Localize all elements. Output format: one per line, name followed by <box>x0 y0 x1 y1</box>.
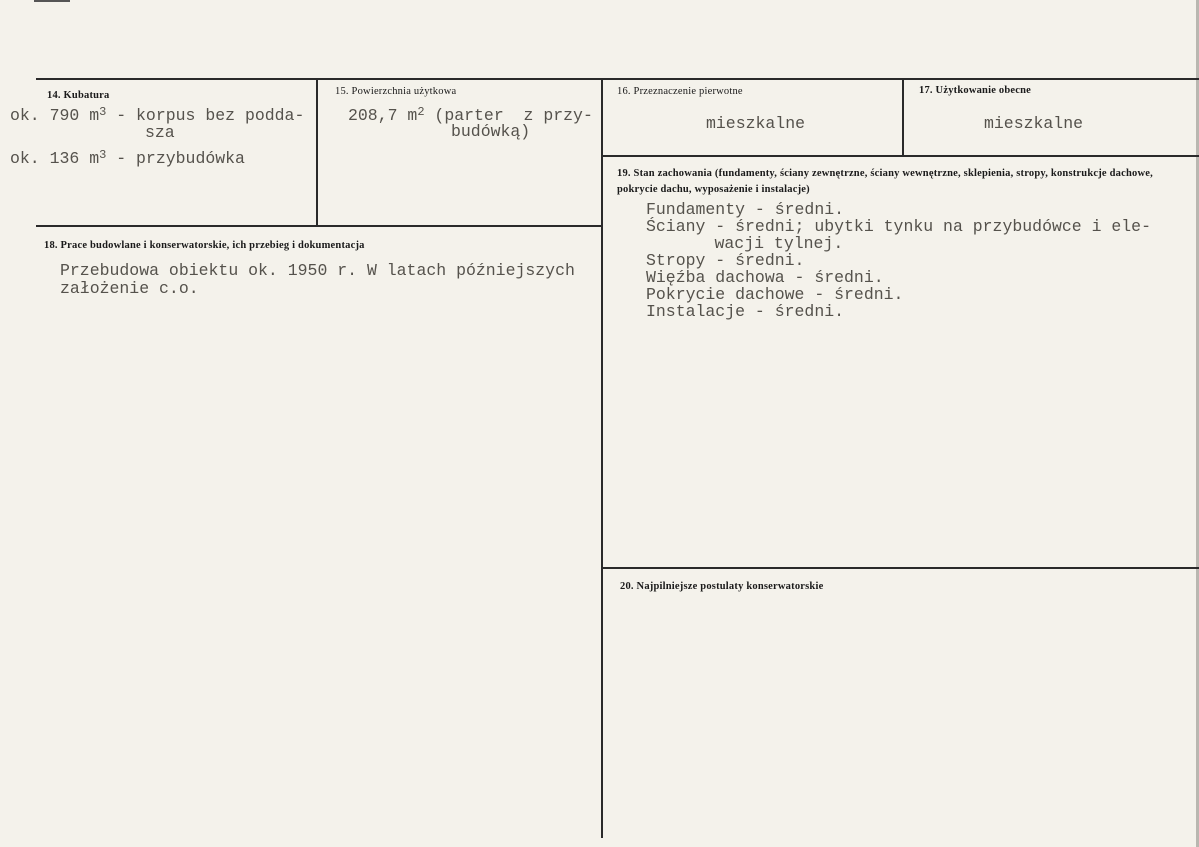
rule-v-15 <box>316 78 318 226</box>
kubatura-line-3 <box>10 150 245 167</box>
powierzchnia-line-2: budówką) <box>451 122 531 141</box>
field-postulaty-label: 20. Najpilniejsze postulaty konserwatorskie <box>620 581 824 592</box>
field-powierzchnia-label: 15. Powierzchnia użytkowa <box>335 86 457 97</box>
kubatura-line-1-prefix: ok. 790 m <box>10 106 100 125</box>
powierzchnia-line-1-prefix: 208,7 m <box>348 106 418 125</box>
powierzchnia-line-1-suffix: (parter z przy- <box>424 106 593 125</box>
prace-line-2: założenie c.o. <box>60 279 199 298</box>
rule-top-row <box>36 78 1199 80</box>
top-edge-mark <box>34 0 70 2</box>
uzytkowanie-value: mieszkalne <box>984 114 1084 133</box>
stan-line-5: Więźba dachowa - średni. <box>646 268 884 287</box>
rule-v-17 <box>902 78 904 156</box>
field-prace-label: 18. Prace budowlane i konserwatorskie, ich przebieg i dokumentacja <box>44 240 365 251</box>
kubatura-line-3-sup: 3 <box>99 148 107 162</box>
kubatura-line-1-suffix: - korpus bez podda- <box>106 106 305 125</box>
prace-line-1: Przebudowa obiektu ok. 1950 r. W latach późniejszych <box>60 261 575 280</box>
kubatura-line-3-prefix: ok. 136 m <box>10 149 100 168</box>
field-uzytkowanie-label: 17. Użytkowanie obecne <box>919 85 1032 96</box>
stan-line-7: Instalacje - średni. <box>646 302 845 321</box>
field-przeznaczenie-label: 16. Przeznaczenie pierwotne <box>617 86 743 97</box>
kubatura-line-1-sup: 3 <box>99 105 107 119</box>
stan-line-2: Ściany - średni; ubytki tynku na przybudówce i ele- <box>646 217 1151 236</box>
field-stan-label: 19. Stan zachowania (fundamenty, ściany zewnętrzne, ściany wewnętrzne, sklepienia, stropy, konstrukcje dachowe, pokrycie dachu, wyposażenie i instalacje) <box>617 168 1153 195</box>
field-kubatura-label: 14. Kubatura <box>47 90 110 101</box>
kubatura-line-2: sza <box>145 123 175 142</box>
stan-line-1: Fundamenty - średni. <box>646 200 845 219</box>
przeznaczenie-value: mieszkalne <box>706 114 806 133</box>
rule-right-lower <box>602 567 1199 569</box>
rule-left-mid <box>36 225 602 227</box>
stan-line-3: wacji tylnej. <box>665 234 844 253</box>
kubatura-line-3-suffix: - przybudówka <box>106 149 245 168</box>
powierzchnia-line-1-sup: 2 <box>417 105 425 119</box>
rule-v-center <box>601 78 603 838</box>
stan-line-4: Stropy - średni. <box>646 251 805 270</box>
stan-line-6: Pokrycie dachowe - średni. <box>646 285 904 304</box>
rule-right-mid <box>602 155 1199 157</box>
kubatura-line-1 <box>10 107 304 124</box>
